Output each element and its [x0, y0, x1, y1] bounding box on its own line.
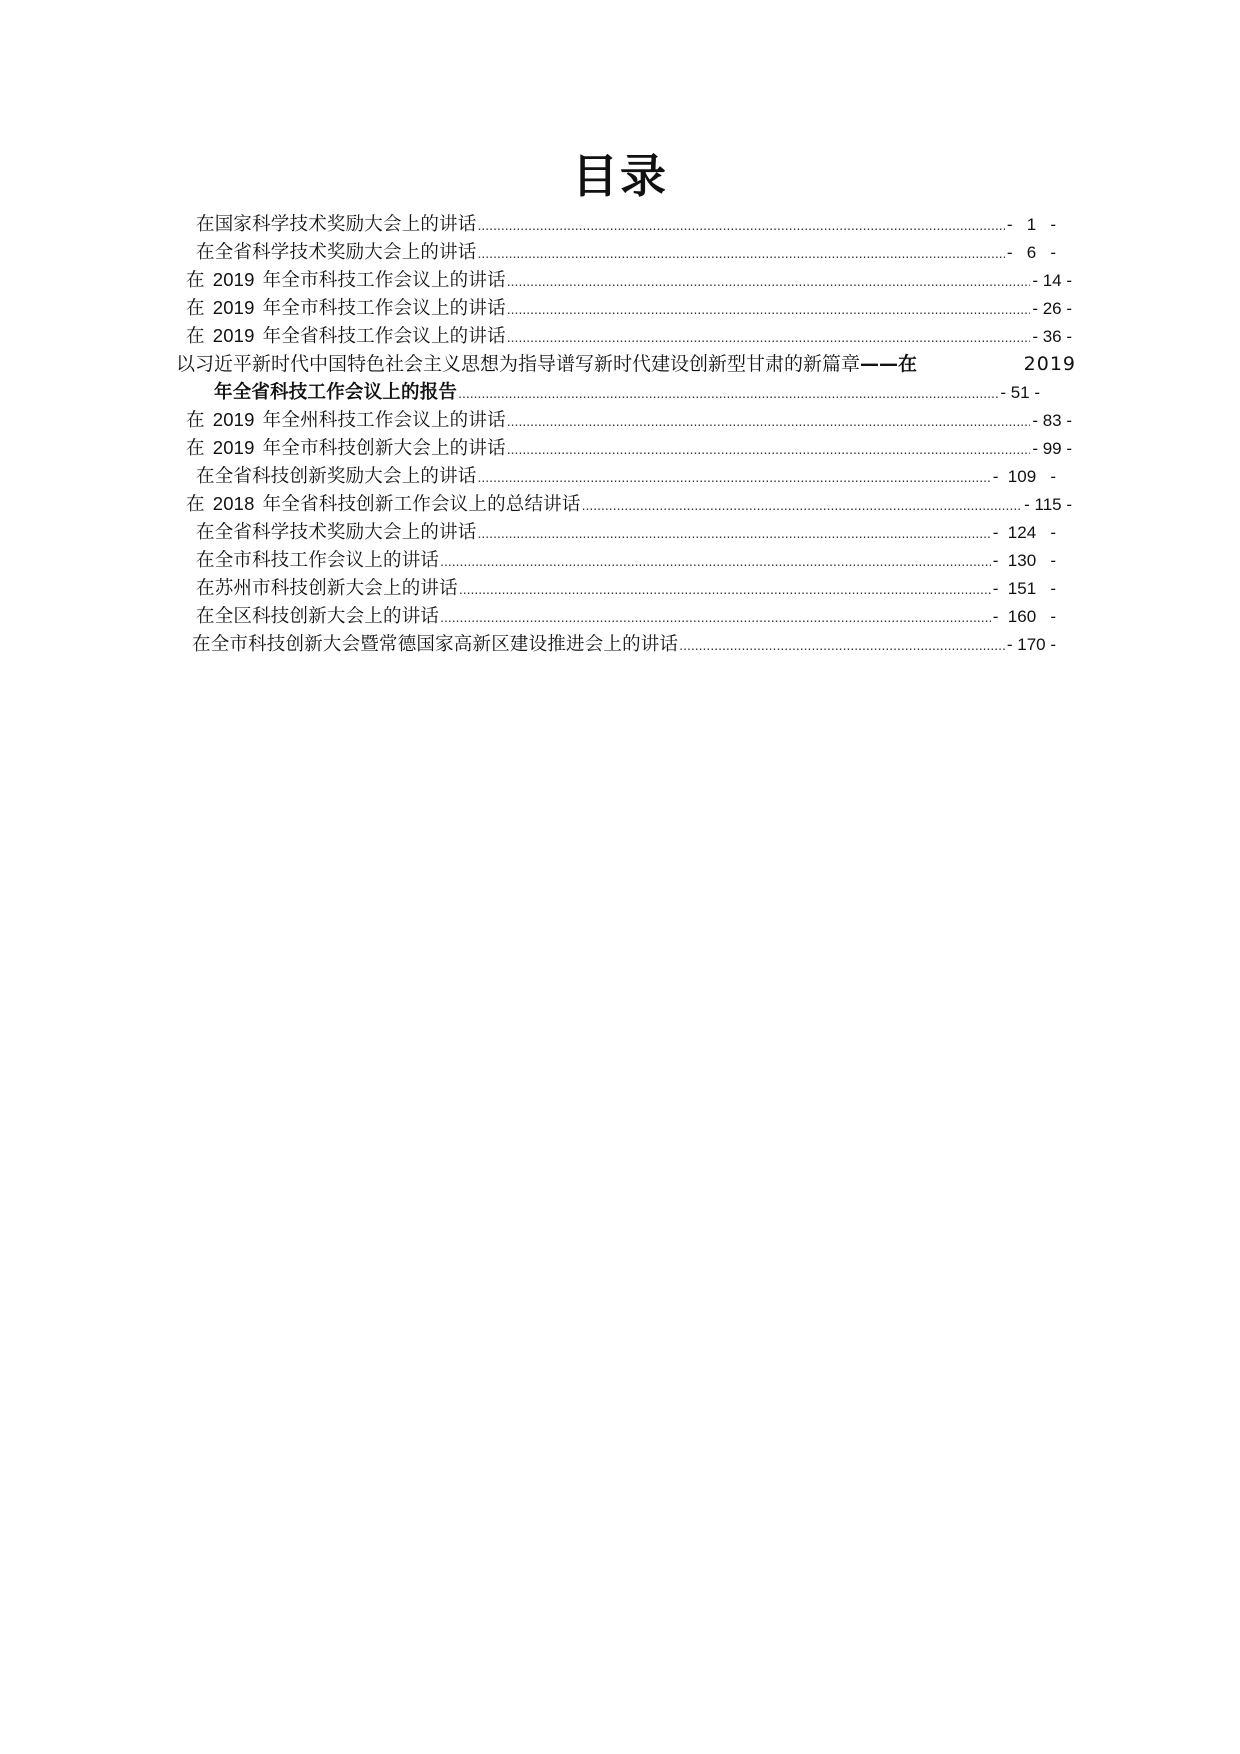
toc-entry[interactable]: [186, 294, 1072, 322]
toc-leader-dots: [507, 411, 1031, 431]
toc-entry-page: - 151 -: [992, 579, 1056, 598]
toc-entry-title: 在全省科学技术奖励大会上的讲话: [196, 242, 477, 263]
toc-entry[interactable]: [196, 602, 1056, 630]
toc-entry-title: 在全省科学技术奖励大会上的讲话: [196, 522, 477, 543]
toc-entry-long-title[interactable]: [176, 350, 1076, 378]
toc-entry-title: [186, 295, 506, 322]
toc-entry[interactable]: [196, 462, 1056, 490]
toc-entry-title: 在全区科技创新大会上的讲话: [196, 606, 440, 627]
toc-leader-dots: [478, 467, 991, 487]
toc-entry[interactable]: [186, 322, 1072, 350]
toc-entry-page: - 6 -: [1006, 243, 1056, 262]
toc-entry-title: 在全市科技创新大会暨常德国家高新区建设推进会上的讲话: [192, 634, 679, 655]
toc-entry-page: - 26 -: [1032, 299, 1072, 318]
toc-entry-prefix: 在: [186, 326, 205, 347]
toc-entry[interactable]: [196, 210, 1056, 238]
toc-entry-prefix: 在: [186, 494, 205, 515]
toc-leader-dots: [507, 299, 1031, 319]
toc-entry[interactable]: [196, 238, 1056, 266]
toc-entry-title: 在全市科技工作会议上的讲话: [196, 550, 440, 571]
toc-entry-page: - 99 -: [1032, 439, 1072, 458]
toc-entry-title: [186, 491, 581, 518]
toc-entry-title-continued: 年全省科技工作会议上的报告: [214, 382, 458, 403]
toc-entry-year: 2019: [212, 325, 255, 346]
toc-leader-dots: [478, 243, 1005, 263]
toc-entry[interactable]: [192, 630, 1056, 658]
toc-entry-prefix: 在: [186, 410, 205, 431]
toc-entry-title-rest: 年全市科技工作会议上的讲话: [262, 298, 506, 319]
toc-entry-title-rest: 年全市科技创新大会上的讲话: [262, 438, 506, 459]
toc-entry-title: [186, 323, 506, 350]
toc-entry-page: - 109 -: [992, 467, 1056, 486]
toc-entry-title: [186, 407, 506, 434]
toc-entry-prefix: 在: [186, 270, 205, 291]
toc-leader-dots: [582, 495, 1023, 515]
toc-entry-title: 在国家科学技术奖励大会上的讲话: [196, 214, 477, 235]
toc-entry-year: 2019: [1023, 353, 1076, 375]
toc-entry-page: - 83 -: [1032, 411, 1072, 430]
toc-entry-year: 2018: [212, 493, 255, 514]
toc-leader-dots: [478, 215, 1005, 235]
toc-entry-title-main: 以习近平新时代中国特色社会主义思想为指导谱写新时代建设创新型甘肃的新篇章: [176, 353, 861, 375]
toc-entry-page: - 160 -: [992, 607, 1056, 626]
toc-entry-title: [186, 435, 506, 462]
toc-entry-page: - 170 -: [1006, 635, 1056, 654]
toc-leader-dots: [507, 439, 1031, 459]
toc-leader-dots: [507, 327, 1031, 347]
toc-entry-page: - 124 -: [992, 523, 1056, 542]
toc-entry[interactable]: [186, 266, 1072, 294]
toc-entry-year: 2019: [212, 409, 255, 430]
toc-entry-prefix: 在: [186, 438, 205, 459]
toc-entry-title: [186, 267, 506, 294]
toc-entry-page: - 51 -: [1000, 383, 1040, 402]
toc-entry-title: 在全省科技创新奖励大会上的讲话: [196, 466, 477, 487]
toc-entry[interactable]: [186, 406, 1072, 434]
toc-entry-title-rest: 年全省科技工作会议上的讲话: [262, 326, 506, 347]
toc-entry-title: [176, 350, 917, 378]
toc-leader-dots: [458, 383, 998, 403]
toc-entry-prefix: 在: [186, 298, 205, 319]
toc-entry-page: - 14 -: [1032, 271, 1072, 290]
toc-entry-page: - 115 -: [1024, 495, 1072, 514]
toc-entry[interactable]: [196, 518, 1056, 546]
toc-entry-title-rest: 年全州科技工作会议上的讲话: [262, 410, 506, 431]
toc-entry-year: 2019: [212, 269, 255, 290]
toc-entry-page: - 36 -: [1032, 327, 1072, 346]
toc-entry-title-rest: 年全市科技工作会议上的讲话: [262, 270, 506, 291]
toc-entry[interactable]: [186, 434, 1072, 462]
toc-entry-title-rest: 年全省科技创新工作会议上的总结讲话: [262, 494, 581, 515]
page-title: 目录: [572, 149, 668, 203]
toc-entry-page: - 130 -: [992, 551, 1056, 570]
toc-entry-title: 在苏州市科技创新大会上的讲话: [196, 578, 458, 599]
toc-entry[interactable]: [214, 378, 1040, 406]
toc-entry[interactable]: [196, 574, 1056, 602]
toc-entry[interactable]: [186, 490, 1072, 518]
toc-leader-dots: [507, 271, 1031, 291]
toc-leader-dots: [679, 635, 1005, 655]
toc-leader-dots: [440, 551, 991, 571]
toc-entry[interactable]: [196, 546, 1056, 574]
toc-entry-year: 2019: [212, 437, 255, 458]
toc-leader-dots: [440, 607, 991, 627]
toc-entry-year: 2019: [212, 297, 255, 318]
toc-leader-dots: [459, 579, 991, 599]
toc-leader-dots: [478, 523, 991, 543]
toc-entry-title-dash: ——在: [860, 353, 918, 375]
toc-entry-page: - 1 -: [1006, 215, 1056, 234]
